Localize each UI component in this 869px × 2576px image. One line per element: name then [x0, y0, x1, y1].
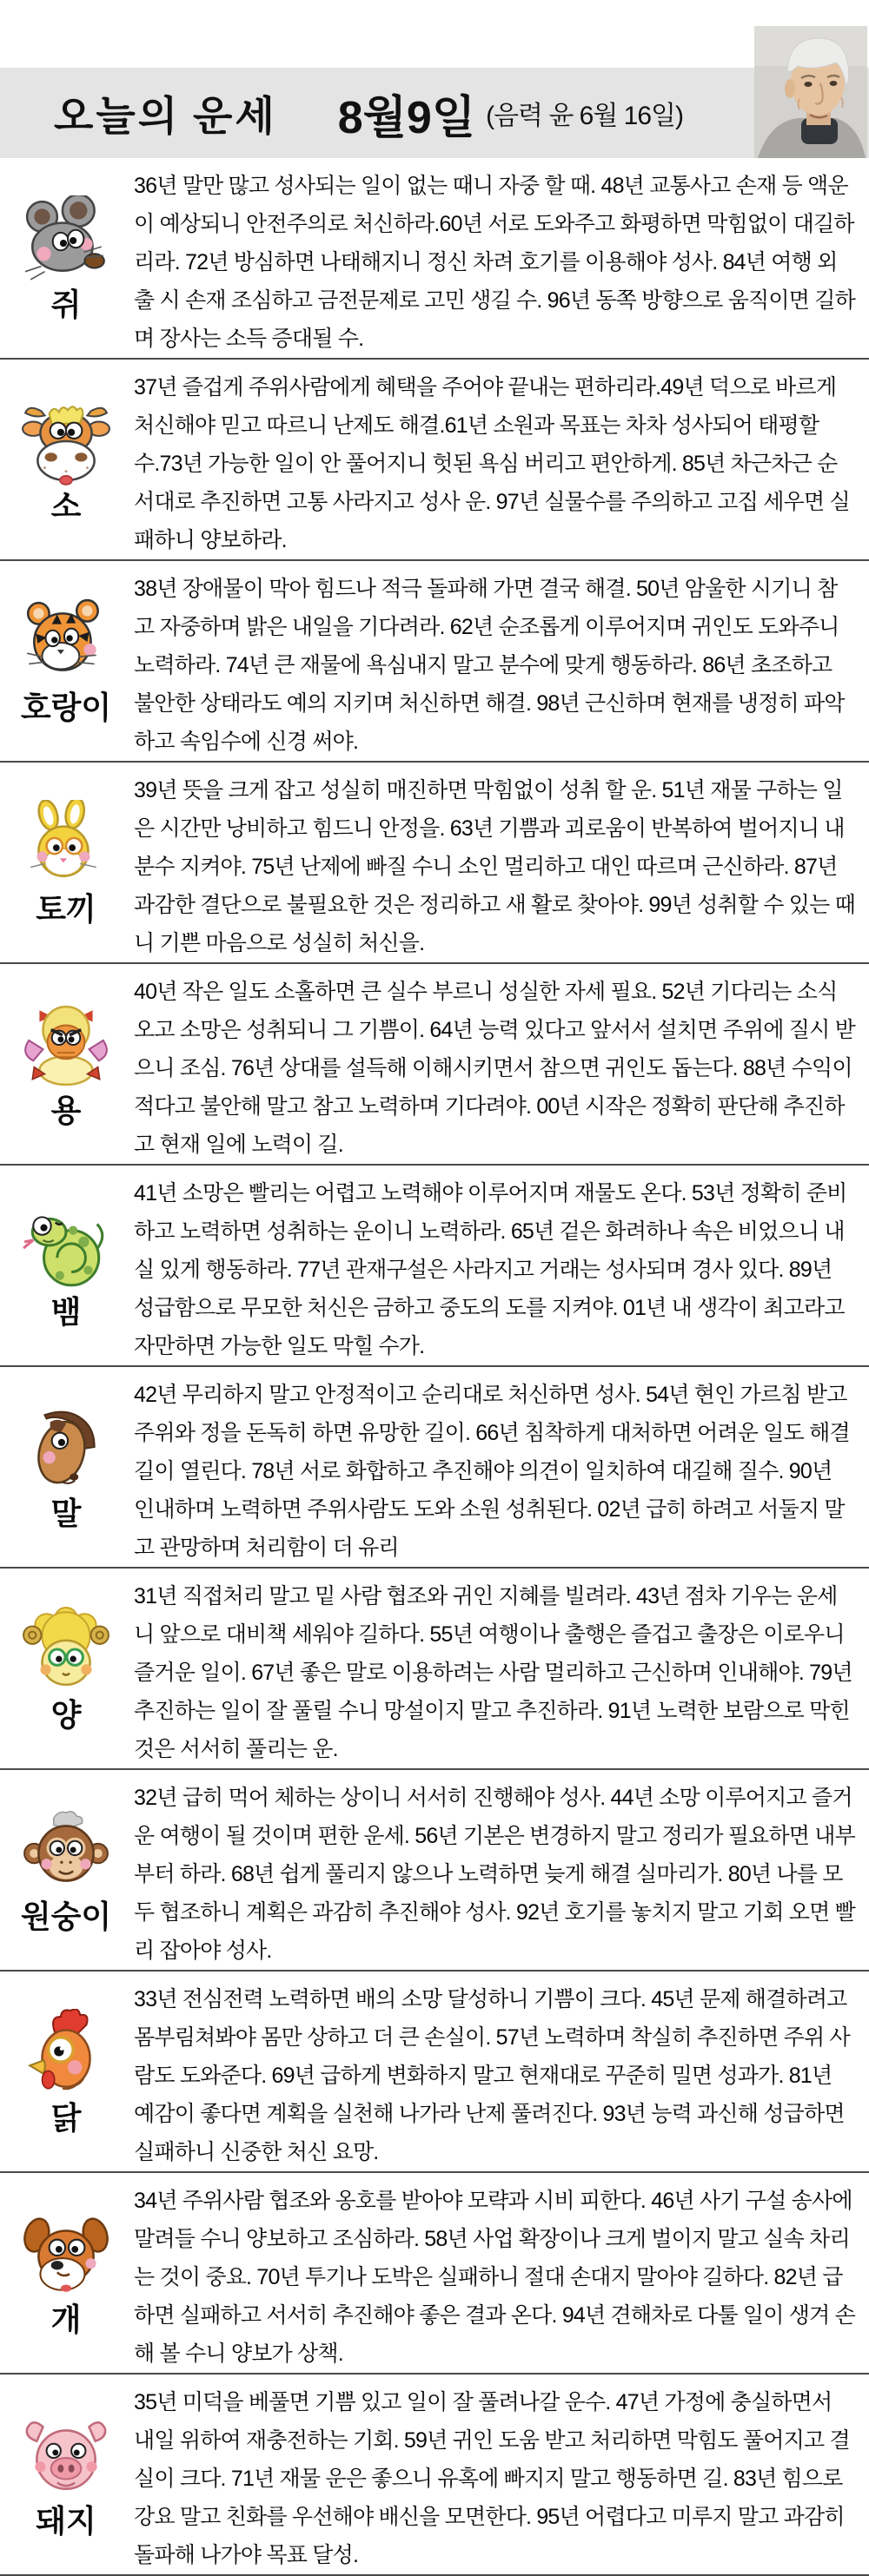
zodiac-label: 말: [50, 1496, 82, 1532]
fortune-text: 37년 즐겁게 주위사람에게 혜택을 주어야 끝내는 편하리라.49년 덕으로 바르게 처신해야 믿고 따르니 난제도 해결.61년 소원과 목표는 차차 성사되어 태평할 수.73년 가능한 일이 안 풀어지니 헛된 욕심 버리고 편안하게. 85년 차근차근 순서대로 추진하면 고통 사라지고 성사 운. 97년 실물수를 주의하고 고집 세우면 실패하니 양보하라.: [134, 375, 850, 552]
zodiac-row-rat: [0, 158, 869, 360]
fortune-text: 31년 직접처리 말고 밑 사람 협조와 귀인 지혜를 빌려라. 43년 점차 기우는 운세니 앞으로 대비책 세워야 길하다. 55년 여행이나 출행은 즐겁고 출장은 이로우니 즐거운 일이. 67년 좋은 말로 이용하려는 사람 멀리하고 근신하며 인내해야. 79년 추진하는 일이 잘 풀릴 수니 망설이지 말고 추진하라. 91년 노력한 보람으로 막힌 것은 서서히 풀리는 운.: [134, 1584, 852, 1761]
zodiac-row-ox: [0, 360, 869, 561]
dog-icon: [20, 2210, 112, 2299]
zodiac-row-rabbit: [0, 763, 869, 964]
zodiac-label: 뱀: [50, 1294, 82, 1331]
date-label: 8월9일: [337, 92, 476, 143]
fortune-text: 34년 주위사람 협조와 옹호를 받아야 모략과 시비 피한다. 46년 사기 구설 송사에 말려들 수니 양보하고 조심하라. 58년 사업 확장이나 크게 벌이지 말고 실속 차리는 것이 중요. 70년 투기나 도박은 실패하니 절대 손대지 말아야 길하다. 82년 급하면 실패하고 서서히 추진해야 좋은 결과 온다. 94년 견해차로 다툴 일이 생겨 손해 볼 수니 양보가 상책.: [134, 2189, 855, 2366]
fortune-text: 32년 급히 먹어 체하는 상이니 서서히 진행해야 성사. 44년 소망 이루어지고 즐거운 여행이 될 것이며 편한 운세. 56년 기본은 변경하지 말고 정리가 필요하면 내부부터 하라. 68년 쉽게 풀리지 않으나 노력하면 늦게 해결 실마리가. 80년 나를 모두 협조하니 계획은 과감히 추진해야 성사. 92년 호기를 놓치지 말고 기회 오면 빨리 잡아야 성사.: [134, 1786, 855, 1963]
zodiac-row-snake: [0, 1166, 869, 1367]
fortune-text: 38년 장애물이 막아 힘드나 적극 돌파해 가면 결국 해결. 50년 암울한 시기니 참고 자중하며 밝은 내일을 기다려라. 62년 순조롭게 이루어지며 귀인도 도와주니 노력하라. 74년 큰 재물에 욕심내지 말고 분수에 맞게 행동하라. 86년 초조하고 불안한 상태라도 예의 지키며 처신하면 해결. 98년 근신하며 현재를 냉정히 파악하고 속임수에 신경 써야.: [134, 577, 845, 754]
rabbit-icon: [20, 800, 112, 888]
zodiac-label: 돼지: [36, 2503, 96, 2540]
zodiac-label: 원숭이: [20, 1899, 112, 1935]
fortune-text: 36년 말만 많고 성사되는 일이 없는 때니 자중 할 때. 48년 교통사고 손재 등 액운이 예상되니 안전주의로 처신하라.60년 서로 도와주고 화평하면 막힘없이 대길하리라. 72년 방심하면 나태해지니 정신 차려 호기를 이용해야 성사. 84년 여행 외출 시 손재 조심하고 금전문제로 고민 생길 수. 96년 동쪽 방향으로 움직이면 길하며 장사는 소득 증대될 수.: [134, 174, 855, 351]
zodiac-label: 용: [50, 1093, 82, 1129]
pig-icon: [20, 2412, 112, 2500]
fortune-teller-photo: [754, 26, 867, 158]
fortune-text: 42년 무리하지 말고 안정적이고 순리대로 처신하면 성사. 54년 현인 가르침 받고 주위와 정을 돈독히 하면 유망한 길이. 66년 침착하게 대처하면 어려운 일도 해결 길이 열린다. 78년 서로 화합하고 추진해야 의견이 일치하여 대길해 질수. 90년 인내하며 노력하면 주위사람도 도와 소원 성취된다. 02년 급히 하려고 서둘지 말고 관망하며 처리함이 더 유리: [134, 1383, 850, 1560]
zodiac-list: [0, 158, 869, 2576]
zodiac-label: 소: [50, 488, 82, 525]
zodiac-row-dragon: [0, 964, 869, 1166]
fortune-text: 39년 뜻을 크게 잡고 성실히 매진하면 막힘없이 성취 할 운. 51년 재물 구하는 일은 시간만 낭비하고 힘드니 안정을. 63년 기쁨과 괴로움이 반복하여 벌어지니 내 분수 지켜야. 75년 난제에 빠질 수니 소인 멀리하고 대인 따르며 근신하라. 87년 과감한 결단으로 불필요한 것은 정리하고 새 활로 찾아야. 99년 성취할 수 있는 때니 기쁜 마음으로 성실히 처신을.: [134, 778, 855, 955]
zodiac-label: 토끼: [36, 891, 96, 928]
tiger-icon: [20, 598, 112, 687]
ox-icon: [20, 397, 112, 485]
sheep-icon: [20, 1606, 112, 1694]
horse-icon: [20, 1404, 112, 1493]
snake-icon: [20, 1203, 112, 1291]
rooster-icon: [20, 2009, 112, 2097]
zodiac-label: 호랑이: [20, 690, 112, 726]
page-title: 오늘의 운세: [54, 94, 277, 140]
dragon-icon: [20, 1001, 112, 1090]
zodiac-row-pig: [0, 2375, 869, 2576]
zodiac-label: 개: [50, 2302, 82, 2338]
zodiac-label: 쥐: [50, 287, 82, 323]
rat-icon: [20, 195, 112, 284]
header-band: [0, 68, 869, 158]
zodiac-row-sheep: [0, 1569, 869, 1770]
zodiac-row-monkey: [0, 1770, 869, 1972]
monkey-icon: [20, 1807, 112, 1896]
zodiac-row-rooster: [0, 1972, 869, 2173]
page-header: [0, 0, 869, 158]
fortune-text: 40년 작은 일도 소홀하면 큰 실수 부르니 성실한 자세 필요. 52년 기다리는 소식 오고 소망은 성취되니 그 기쁨이. 64년 능력 있다고 앞서서 설치면 주위에 질시 받으니 조심. 76년 상대를 설득해 이해시키면서 참으면 귀인도 돕는다. 88년 수익이 적다고 불안해 말고 참고 노력하며 기다려야. 00년 시작은 정확히 판단해 추진하고 현재 일에 노력이 길.: [134, 980, 855, 1157]
zodiac-row-tiger: [0, 561, 869, 763]
fortune-text: 41년 소망은 빨리는 어렵고 노력해야 이루어지며 재물도 온다. 53년 정확히 준비하고 노력하면 성취하는 운이니 노력하라. 65년 겉은 화려하나 속은 비었으니 내실 있게 행동하라. 77년 관재구설은 사라지고 거래는 성사되며 경사 있다. 89년 성급함으로 무모한 처신은 금하고 중도의 도를 지켜야. 01년 내 생각이 최고라고 자만하면 가능한 일도 막힐 수가.: [134, 1181, 847, 1358]
zodiac-row-horse: [0, 1367, 869, 1569]
zodiac-label: 양: [50, 1697, 82, 1734]
zodiac-label: 닭: [50, 2100, 82, 2137]
lunar-date-label: (음력 윤 6월 16일): [486, 102, 684, 130]
fortune-text: 33년 전심전력 노력하면 배의 소망 달성하니 기쁨이 크다. 45년 문제 해결하려고 몸부림쳐봐야 몸만 상하고 더 큰 손실이. 57년 노력하며 착실히 추진하면 주위 사람도 도와준다. 69년 급하게 변화하지 말고 현재대로 꾸준히 밀면 성과가. 81년 예감이 좋다면 계획을 실천해 나가라 난제 풀려진다. 93년 능력 과신해 성급하면 실패하니 신중한 처신 요망.: [134, 1987, 850, 2164]
zodiac-row-dog: [0, 2173, 869, 2375]
fortune-text: 35년 미덕을 베풀면 기쁨 있고 일이 잘 풀려나갈 운수. 47년 가정에 충실하면서 내일 위하여 재충전하는 기회. 59년 귀인 도움 받고 처리하면 막힘도 풀어지고 결실이 크다. 71년 재물 운은 좋으니 유혹에 빠지지 말고 행동하면 길. 83년 힘으로 강요 말고 친화를 우선해야 배신을 모면한다. 95년 어렵다고 미루지 말고 과감히 돌파해 나가야 목표 달성.: [134, 2390, 850, 2567]
